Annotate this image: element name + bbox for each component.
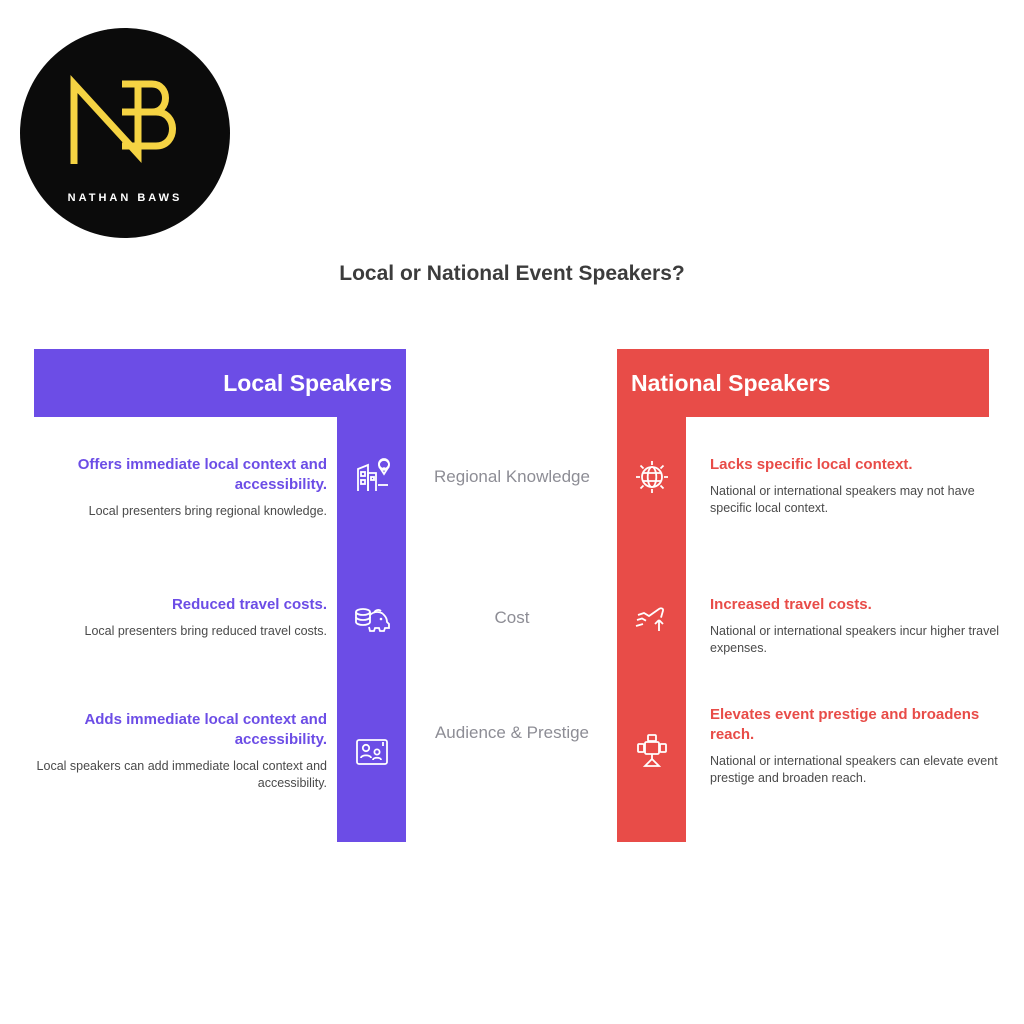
middle-label-2: Cost	[494, 608, 530, 627]
left-row-1-headline: Offers immediate local context and accessibility.	[77, 456, 327, 493]
right-row-2-body: National or international speakers incur higher travel expenses.	[710, 624, 1000, 655]
middle-label-3: Audience & Prestige	[434, 723, 590, 742]
right-row-2	[710, 595, 1002, 657]
page-title: Local or National Event Speakers?	[339, 262, 685, 285]
audience-badge-icon	[337, 722, 406, 782]
airplane-arrow-icon	[617, 587, 686, 647]
left-row-2	[35, 595, 327, 640]
stage-light-icon	[617, 722, 686, 782]
building-location-icon	[337, 447, 406, 507]
left-row-3-body: Local speakers can add immediate local context and accessibility.	[36, 759, 327, 790]
right-row-3	[710, 705, 1002, 787]
logo-badge	[20, 28, 230, 238]
right-column-header-label: National Speakers	[631, 369, 831, 396]
globe-icon	[617, 447, 686, 507]
left-row-3-headline: Adds immediate local context and accessibility.	[84, 711, 327, 748]
middle-label-1: Regional Knowledge	[434, 467, 590, 486]
left-row-1-body: Local presenters bring regional knowledge.	[88, 504, 327, 518]
right-column-header	[617, 349, 989, 417]
right-row-1	[710, 455, 1002, 517]
right-icon-rail	[617, 417, 686, 842]
right-row-1-body: National or international speakers may not have specific local context.	[710, 484, 975, 515]
right-row-2-headline: Increased travel costs.	[710, 596, 872, 613]
right-row-3-body: National or international speakers can elevate event prestige and broaden reach.	[710, 754, 998, 785]
left-row-1	[35, 455, 327, 520]
right-row-1-headline: Lacks specific local context.	[710, 456, 913, 473]
right-row-3-headline: Elevates event prestige and broadens reach.	[710, 706, 980, 743]
left-row-2-headline: Reduced travel costs.	[171, 596, 327, 613]
logo-monogram-icon	[60, 68, 190, 178]
left-column-header	[34, 349, 406, 417]
left-column-header-label: Local Speakers	[223, 369, 392, 396]
left-row-2-body: Local presenters bring reduced travel costs.	[84, 624, 327, 638]
piggy-bank-coins-icon	[337, 587, 406, 647]
left-row-3	[35, 710, 327, 792]
left-icon-rail	[337, 417, 406, 842]
logo-brand-text: NATHAN BAWS	[67, 192, 183, 204]
